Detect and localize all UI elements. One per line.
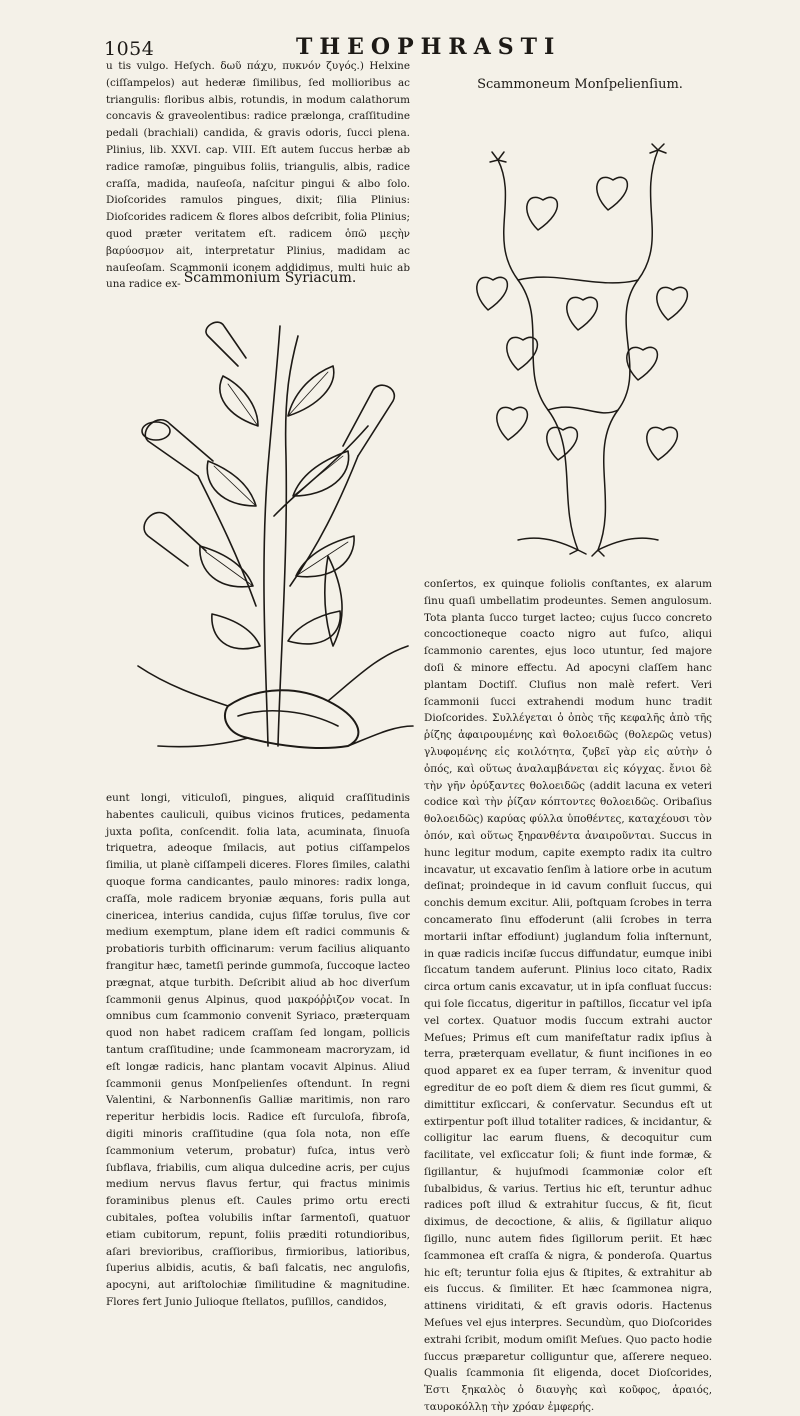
woodcut-scammonium-syriacum bbox=[128, 306, 418, 751]
text-column-bottom-left bbox=[106, 790, 410, 1308]
figure-caption-left: Scammonium Syriacum. bbox=[183, 270, 357, 286]
plant-illustration-right bbox=[458, 140, 708, 558]
paragraph-bottom-left: eunt longi, viticuloſi, pingues, aliquid craſſitudinis habentes cauliculi, quibus vicinos frutices, pedamenta juxta poſita, conſcendit. folia lata, acuminata, ſinuoſa triquetra, adeoque ſmilacis, aut potius ciſſampelos ſimilia, ut planè ciſſampeli diceres. Flores ſimiles, calathi quoque forma candicantes, paulo minores: radix longa, craſſa, mole radicem bryoniæ æquans, foris pulla aut cinericea, interius candida, cujus ſiſſæ torulus, ſive cor medium exemptum, plane idem eſt radici communis & probatioris turbith officinarum: verum facilius aliquanto frangitur hæc, tametſi perinde gummoſa, ſuccoque lacteo prægnat, atque turbith. Deſcribit aliud ab hoc diverſum ſcammonii genus Alpinus, quod μακρόῤῥιζον vocat. In omnibus cum ſcammonio convenit Syriaco, præterquam quod non habet radicem craſſam ſed longam, pollicis tantum craſſitudine; unde ſcammoneam macroryzam, id eſt longæ radicis, hanc plantam vocavit Alpinus. Aliud ſcammonii genus Monſpelienſes oſtendunt. In regni Valentini, & Narbonnenſis Galliæ maritimis, non raro reperitur herbidis locis. Radice eſt ſurculoſa, fibroſa, digiti minoris craſſitudine (qua ſola nota, non eſſe ſcammonium veterum, probatur) fuſca, intus verò ſubflava, friabilis, cum aliqua dulcedine acris, per cujus medium nervus flavus fertur, qui fractus minimis foraminibus plenus eſt. Caules primo ortu erecti cubitales, poſtea volubilis inſtar ſarmentoſi, quatuor etiam cubitorum, repunt, foliis præditi rotundioribus, aſari brevioribus, craſſioribus, firmioribus, latioribus, ſuperius albidis, acutis, & baſi falcatis, nec angulofis, apocyni, aut ariſtolochiæ ſimilitudine & magnitudine. Flores fert Junio Julioque ſtellatos, puſillos, candidos, bbox=[106, 792, 410, 1308]
plant-illustration-left bbox=[128, 306, 418, 751]
text-column-right bbox=[424, 576, 712, 1414]
woodcut-scammoneum-monspeliensium bbox=[458, 140, 708, 558]
running-head: THEOPHRASTI bbox=[296, 34, 562, 60]
page-number: 1054 bbox=[104, 38, 155, 60]
figure-caption-right: Scammoneum Monſpelienſium. bbox=[477, 77, 683, 92]
paragraph-right: conſertos, ex quinque foliolis conſtantes, ex alarum ſinu quaſi umbellatim prodeuntes. Semen angulosum. Tota planta ſucco turget lacteo; cujus ſucco concreto concoctioneque coacto nigro aut fuſco, aliqui ſcammonio carentes, ejus loco utuntur, ſed majore doſi & minore effectu. Ad apocyni claſſem hanc plantam Doctiſſ. Cluſius non malè refert. Veri ſcammonii ſucci extrahendi modum hunc tradit Dioſcorides. Συλλέγεται ὁ ὀπὸς τῆς κεφαλῆς ἀπὸ τῆς ῥίζης ἀφαιρουμένης καὶ θολοειδῶς (θολερῶς vetus) γλυφομένης εἰς κοιλότητα, ζυβεῖ γὰρ εἰς αὐτὴν ὁ ὀπός, καὶ οὕτως ἀναλαμβάνεται εἰς κόγχας. ἔνιοι δὲ τὴν γῆν ὀρύξαντες θολοειδῶς (addit lacuna ex veteri codice καὶ τὴν ῥίζαν κόπτοντες θολοειδῶς. Oribaſius θολοειδῶς) καρύας φύλλα ὑποθέντες, καταχέουσι τὸν ὀπόν, καὶ οὕτως ξηρανθέντα ἀναιροῦνται. Succus in hunc legitur modum, capite exempto radix ita cultro incavatur, ut excavatio ſenſim à latiore orbe in acutum deſinat; proindeque in id cavum confluit ſuccus, qui conchis demum excitur. Alii, poſtquam ſcrobes in terra concamerato ſinu effoderunt (alii ſcrobes in terra mortarii inſtar effodiunt) juglandum folia inſternunt, in quæ radicis inciſæ ſuccus diffundatur, eumque inibi ſiccatum tandem auferunt. Plinius loco citato, Radix circa ortum canis excavatur, ut in ipſa confluat ſuccus: qui ſole ſiccatus, digeritur in paſtillos, ſiccatur vel ipſa vel cortex. Quatuor modis ſuccum extrahi auctor Meſues; Primus eſt cum manifeſtatur radix ipſius à terra, præterquam evellatur, & fiunt inciſiones in eo quod apparet ex ea ſuper terram, & invenitur quod egreditur de eo poſt diem & diem res ſicut gummi, & dimittitur exſiccari, & conſervatur. Secundus eſt ut extirpentur poſt illud totaliter radices, & incidantur, & colligitur lac earum fluens, & decoquitur cum facilitate, vel exſiccatur ſoli; & fiunt inde formæ, & ſigillantur, & hujuſmodi ſcammoniæ color eſt ſubalbidus, & varius. Tertius hic eſt, teruntur adhuc radices poſt illud & extrahitur ſuccus, & fit, ſicut diximus, de decoctione, & aliis, & ſigillatur aliquo ſigillo, nunc autem fides ſigillorum periit. Et hæc ſcammonea eſt craſſa & nigra, & ponderoſa. Quartus hic eſt; teruntur folia ejus & ſtipites, & extrahitur ab eis ſuccus. & ſimiliter. Et hæc ſcammonea nigra, attinens viriditati, & eſt gravis odoris. Hactenus Meſues vel ejus interpres. Secundùm, quo Dioſcorides extrahi ſcribit, modum omiſit Meſues. Quo pacto hodie ſuccus præparetur colliguntur que, aſſerere nequeo. Qualis ſcammonia ſit eligenda, docet Dioſcorides, Ἐστι ξηκαλὸς ὁ διαυγὴς καὶ κοῦφος, ἀραιός, ταυρoκόλλῃ τὴν χρόαν ἐμφερής. bbox=[424, 578, 712, 1414]
paragraph-top-left: u tis vulgo. Heſych. δωῦ πάχυ, πυκνόν ζυγός.) Helxine (ciſſampelos) aut hederæ ſimilibus, ſed mollioribus ac triangulis: floribus albis, rotundis, in modum calathorum concavis & graveolentibus: radice prælonga, craſſitudine pedali (brachiali) candida, & gravis odoris, ſucci plena. Plinius, lib. XXVI. cap. VIII. Eſt autem ſuccus herbæ ab radice ramoſæ, pinguibus foliis, triangulis, albis, radice craſſa, madida, nauſeoſa, naſcitur pingui & albo ſolo. Dioſcorides ramulos pingues, dixit; ſilia Plinius: Dioſcorides radicem & flores albos deſcribit, folia Plinius; quod præter veritatem eſt. radicem ὁπῶ μεςὴν βαρύοσμον ait, interpretatur Plinius, madidam ac nauſeoſam. Scammonii iconem addidimus, multi huic ab una radice ex- bbox=[106, 60, 410, 291]
